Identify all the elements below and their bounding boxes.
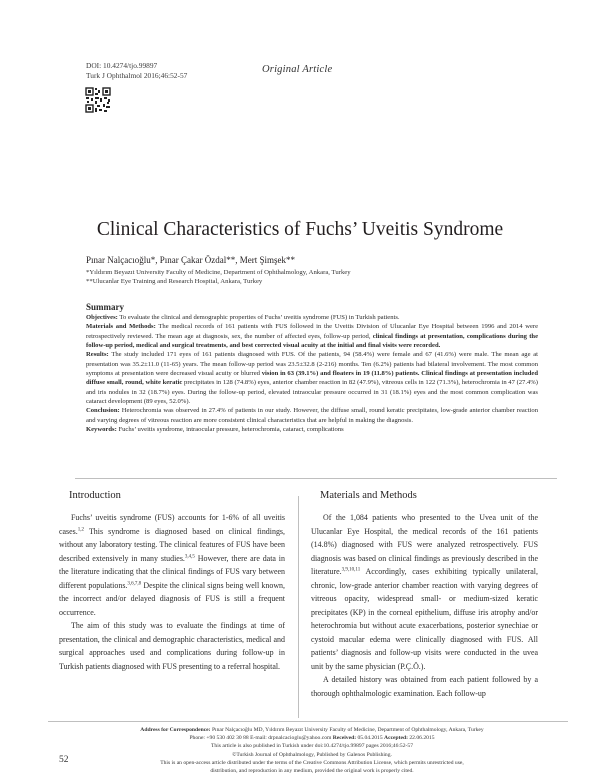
summary-box: [86, 302, 538, 434]
summary-heading: Summary: [86, 302, 124, 312]
methods-heading: Materials and Methods: [320, 490, 417, 501]
summary-methods: Materials and Methods: The medical records of 161 patients with FUS followed in the Uveitis Division of Ulucanlar Eye Hospital between 1996 and 2014 were retrospectively reviewed. The mean age at diagnosis, sex, the number of affected eyes, follow-up period, clinical findings at presentation, complications during the follow-up period, medical and surgical treatments, and best corrected visual acuity at the initial and final visits were recorded.: [86, 323, 539, 350]
affiliation-2: **Ulucanlar Eye Training and Research Hospital, Ankara, Turkey: [86, 278, 263, 285]
column-divider: [298, 496, 299, 718]
page-number: 52: [59, 755, 69, 765]
methods-text: [311, 511, 538, 700]
doi[interactable]: DOI: 10.4274/tjo.99897: [86, 61, 158, 70]
summary-divider: [75, 478, 557, 479]
affiliation-1: *Yıldırım Beyazıt University Faculty of Medicine, Department of Ophthalmology, Ankara, Turkey: [86, 269, 351, 276]
author-list: Pınar Nalçacıoğlu*, Pınar Çakar Özdal**, Mert Şimşek**: [86, 255, 295, 265]
article-title: Clinical Characteristics of Fuchs’ Uveitis Syndrome: [96, 219, 504, 240]
article-meta: [86, 61, 187, 80]
qr-code-icon: [85, 87, 111, 113]
journal-reference: Turk J Ophthalmol 2016;46:52-57: [86, 70, 188, 80]
introduction-paragraph-1: Fuchs’ uveitis syndrome (FUS) accounts for 1-6% of all uveitis cases.$^{1,2}$ This syndrome is diagnosed based on clinical findings, without any laboratory testing. The clinical features of FUS have been described extensively in many studies.$^{3,4,5}$ However, there are data in the literature indicating that the clinical findings of FUS vary between different populations.$^{3,6,7,8}$ Despite the clinical signs being well known, the incorrect and/or delayed diagnosis of FUS is still a frequent occurrence.: [59, 513, 285, 617]
methods-paragraph-2: A detailed history was obtained from each patient followed by a thorough ophthalmologic examination. Each follow-up: [311, 675, 538, 698]
license-line-2: distribution, and reproduction in any medium, provided the original work is properly cited.: [210, 768, 414, 775]
methods-paragraph-1: Of the 1,084 patients who presented to the Uvea unit of the Ulucanlar Eye Hospital, the medical records of the 161 patients (14.8%) diagnosed with FUS were analyzed retrospectively. FUS diagnosis was based on clinical findings as previously described in the literature.$^{3,9,10,11}$ Accordingly, cases exhibiting typically unilateral, chronic, low-grade anterior chamber reaction with varying degrees of vitreous opacity, widespread small- or medium-sized keratic precipitates (KP) in the corneal epithelium, diffuse iris atrophy and/or heterochromia but without acute exacerbations, posterior synechiae or cystoid macular edema were clinically diagnosed with FUS. All patients’ diagnosis and follow-up visits were conducted in the uvea unit by the same physician (P.Ç.Ö.).: [311, 513, 538, 671]
introduction-heading: Introduction: [69, 490, 121, 501]
summary-objectives: Objectives: To evaluate the clinical and demographic properties of Fuchs’ uveitis syndrome (FUS) in Turkish patients.: [86, 314, 400, 321]
summary-keywords: Keywords: Fuchs’ uveitis syndrome, intraocular pressure, heterochromia, cataract, complications: [86, 426, 344, 434]
summary-conclusion: Conclusion: Heterochromia was observed in 27.4% of patients in our study. However, the diffuse small, round keratic precipitates, low-grade anterior chamber reaction and varying degrees of vitreous reaction are more consistent clinical characteristics that are helpful in making the diagnosis.: [86, 407, 538, 424]
correspondence-contact: Phone: +90 530 402 30 88 E-mail: drpnalcacioglu@yahoo.com Received: 05.04.2015 Accepted: 22.06.2015: [189, 735, 435, 742]
introduction-paragraph-2: The aim of this study was to evaluate the findings at time of presentation, the clinical and demographic characteristics, medical and surgical approaches used and complications during follow-up in Turkish patients diagnosed with FUS presenting to a referral hospital.: [59, 621, 285, 671]
introduction-text: [59, 511, 285, 673]
article-type: Original Article: [262, 64, 333, 75]
license-line-1: This is an open-access article distributed under the terms of the Creative Commons Attribution License, which permits unrestricted use,: [160, 759, 464, 766]
copyright-line: ©Turkish Journal of Ophthalmology, Published by Galenos Publishing.: [232, 751, 392, 758]
correspondence-address: Address for Correspondence: Pınar Nalçacıoğlu MD, Yıldırım Beyazıt University Faculty of Medicine, Department of Ophthalmology, Ankara, Turkey: [140, 727, 484, 733]
footer-divider: [48, 721, 568, 722]
turkish-version-note: This article is also published in Turkish under doi:10.4274/tjo.99897 pages 2016;46:52-57: [211, 743, 413, 750]
correspondence-footer: [86, 726, 538, 775]
summary-results: Results: The study included 171 eyes of 161 patients diagnosed with FUS. Of the patients, 94 (58.4%) were female and 67 (41.6%) were male. The mean age at presentation was 35.2±11.0 (11-65) years. The mean follow-up period was 23.5±32.8 (2-216) months. Ten (6.2%) patients had bilateral involvement. The most common symptoms at presentation were decreased visual acuity or blurred vision in 63 (39.1%) and floaters in 19 (11.8%) patients. Clinical findings at presentation included diffuse small, round, white keratic precipitates in 128 (74.8%) eyes, anterior chamber reaction in 82 (47.9%), vitreous cells in 122 (71.3%), heterochromia in 47 (27.4%) and iris nodules in 32 (18.7%) eyes. During the follow-up period, elevated intraocular pressure occurred in 31 (18.1%) eyes and the most common complication was cataract development (89 eyes, 52.0%).: [86, 351, 539, 406]
